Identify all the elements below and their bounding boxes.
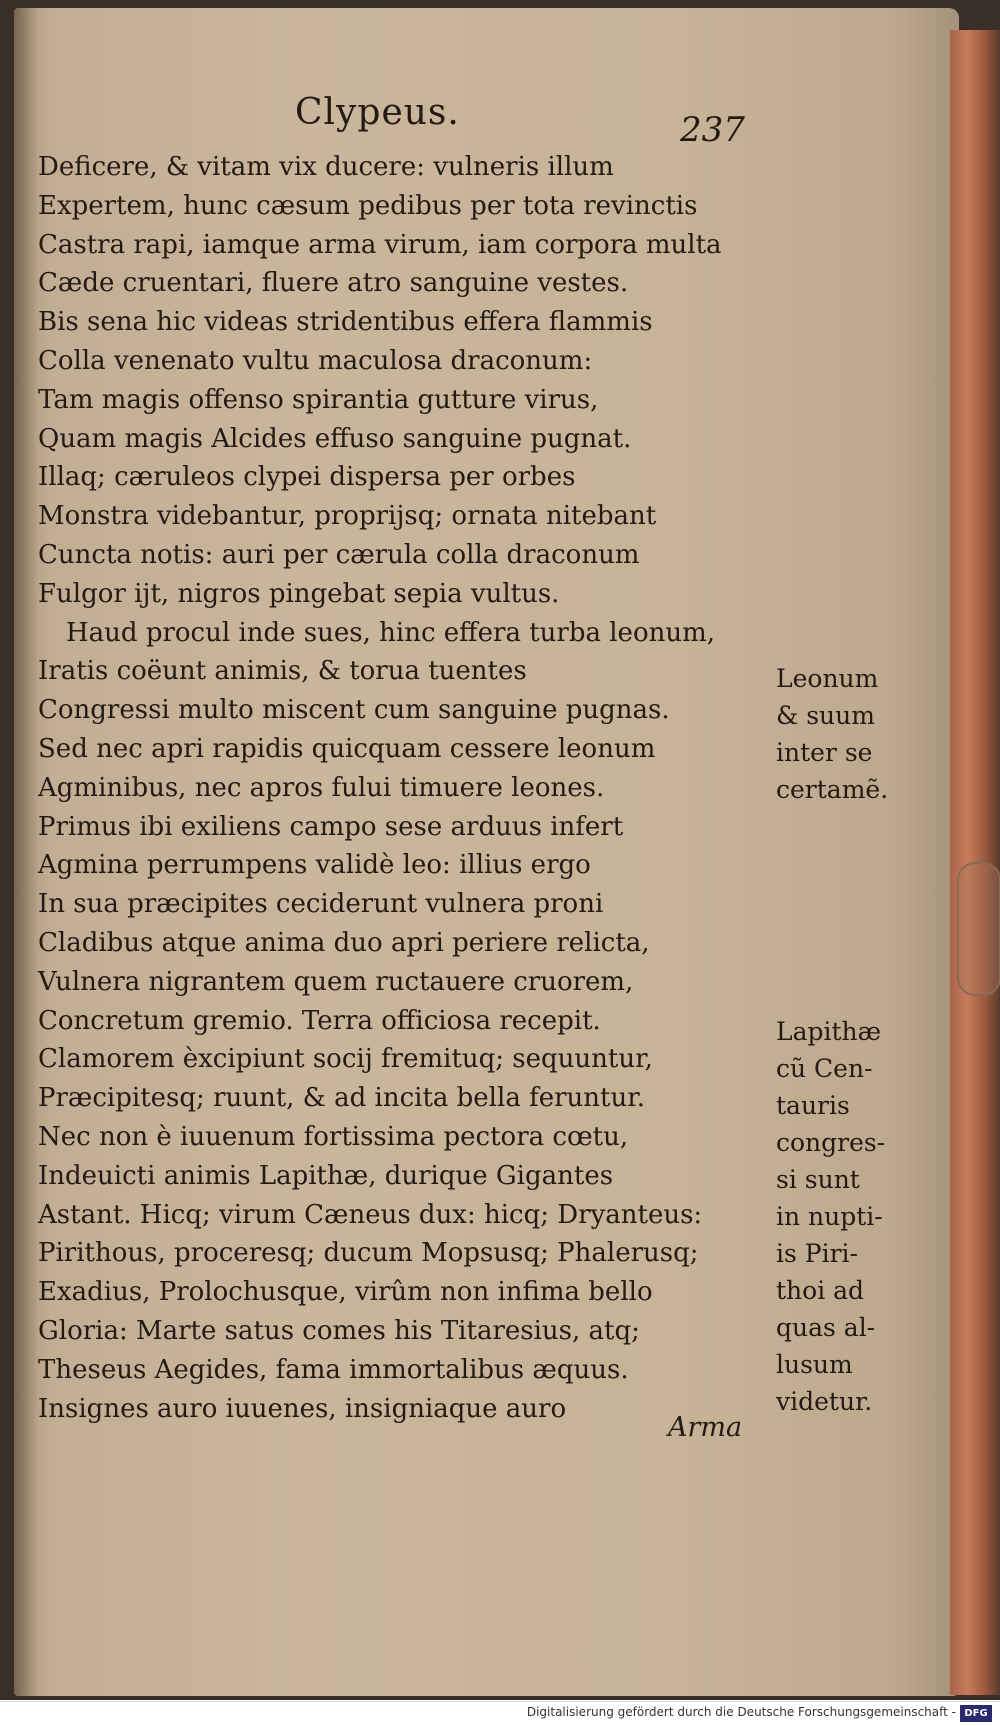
dfg-logo: DFG: [960, 1705, 992, 1722]
margin-note-line: Leonum: [776, 664, 879, 693]
verse-line: Primus ibi exiliens campo sese arduus infert: [38, 811, 624, 842]
bookmark-tab: [957, 862, 1000, 996]
margin-note-lapiths: [776, 1013, 885, 1420]
verse-line: Iratis coëunt animis, & torua tuentes: [38, 656, 527, 687]
verse-line: Cladibus atque anima duo apri periere relicta,: [38, 927, 650, 958]
verse-line: Concretum gremio. Terra officiosa recepit.: [38, 1005, 601, 1036]
funding-credit: Digitalisierung gefördert durch die Deutsche Forschungsgemeinschaft -: [526, 1705, 956, 1719]
margin-note-line: si sunt: [776, 1165, 860, 1194]
page-number: 237: [680, 110, 745, 150]
margin-note-lions: [776, 660, 888, 808]
verse-line: Bis sena hic videas stridentibus effera flammis: [38, 307, 653, 338]
verse-text: [38, 148, 722, 1428]
verse-line: Agminibus, nec apros fului timuere leones.: [38, 772, 605, 803]
catchword: Arma: [668, 1412, 743, 1443]
verse-line: Sed nec apri rapidis quicquam cessere leonum: [38, 733, 656, 764]
margin-note-line: cũ Cen-: [776, 1054, 873, 1083]
verse-line-indented: Haud procul inde sues, hinc effera turba leonum,: [66, 617, 716, 648]
verse-line: Clamorem èxcipiunt socij fremituq; sequuntur,: [38, 1044, 653, 1075]
margin-note-line: quas al-: [776, 1313, 876, 1342]
margin-note-line: Lapithæ: [776, 1017, 882, 1046]
verse-line: Indeuicti animis Lapithæ, durique Gigantes: [38, 1160, 614, 1191]
margin-note-line: lusum: [776, 1350, 853, 1379]
verse-line: Monstra videbantur, proprijsq; ornata nitebant: [38, 501, 657, 532]
verse-line: Gloria: Marte satus comes his Titaresius, atq;: [38, 1315, 640, 1346]
verse-line: Insignes auro iuuenes, insigniaque auro: [38, 1393, 567, 1424]
verse-line: Nec non è iuuenum fortissima pectora cœtu,: [38, 1121, 629, 1152]
margin-note-line: certamẽ.: [776, 775, 889, 804]
verse-line: In sua præcipites ceciderunt vulnera proni: [38, 889, 604, 920]
verse-line: Congressi multo miscent cum sanguine pugnas.: [38, 695, 670, 726]
margin-note-line: congres-: [776, 1128, 886, 1157]
verse-line: Deficere, & vitam vix ducere: vulneris illum: [38, 152, 614, 182]
footer: [0, 1701, 1000, 1726]
margin-note-line: tauris: [776, 1091, 850, 1120]
verse-line: Quam magis Alcides effuso sanguine pugnat.: [38, 423, 632, 454]
verse-line: Cæde cruentari, fluere atro sanguine vestes.: [38, 268, 629, 299]
verse-line: Tam magis offenso spirantia gutture virus,: [38, 384, 599, 415]
margin-note-line: videtur.: [776, 1387, 873, 1416]
verse-line: Præcipitesq; ruunt, & ad incita bella feruntur.: [38, 1083, 646, 1114]
verse-line: Illaq; cæruleos clypei dispersa per orbes: [38, 462, 576, 493]
verse-line: Fulgor ijt, nigros pingebat sepia vultus.: [38, 578, 560, 609]
gutter-shadow: [14, 8, 38, 1696]
running-head: Clypeus.: [295, 92, 460, 133]
margin-note-line: & suum: [776, 701, 875, 730]
verse-line: Expertem, hunc cæsum pedibus per tota revinctis: [38, 190, 698, 221]
margin-note-line: in nupti-: [776, 1202, 883, 1231]
verse-line: Agmina perrumpens validè leo: illius ergo: [38, 850, 591, 881]
verse-line: Vulnera nigrantem quem ructauere cruorem,: [38, 966, 634, 997]
verse-line: Colla venenato vultu maculosa draconum:: [38, 345, 593, 376]
verse-line: Cuncta notis: auri per cærula colla draconum: [38, 539, 640, 570]
margin-note-line: is Piri-: [776, 1239, 858, 1268]
verse-line: Pirithous, proceresq; ducum Mopsusq; Phalerusq;: [38, 1238, 699, 1269]
verse-line: Astant. Hicq; virum Cæneus dux: hicq; Dryanteus:: [38, 1199, 703, 1230]
verse-line: Theseus Aegides, fama immortalibus æquus.: [38, 1354, 629, 1385]
verse-line: Castra rapi, iamque arma virum, iam corpora multa: [38, 229, 722, 260]
margin-note-line: thoi ad: [776, 1276, 865, 1305]
verse-line: Exadius, Prolochusque, virûm non infima bello: [38, 1277, 653, 1308]
margin-note-line: inter se: [776, 738, 873, 767]
